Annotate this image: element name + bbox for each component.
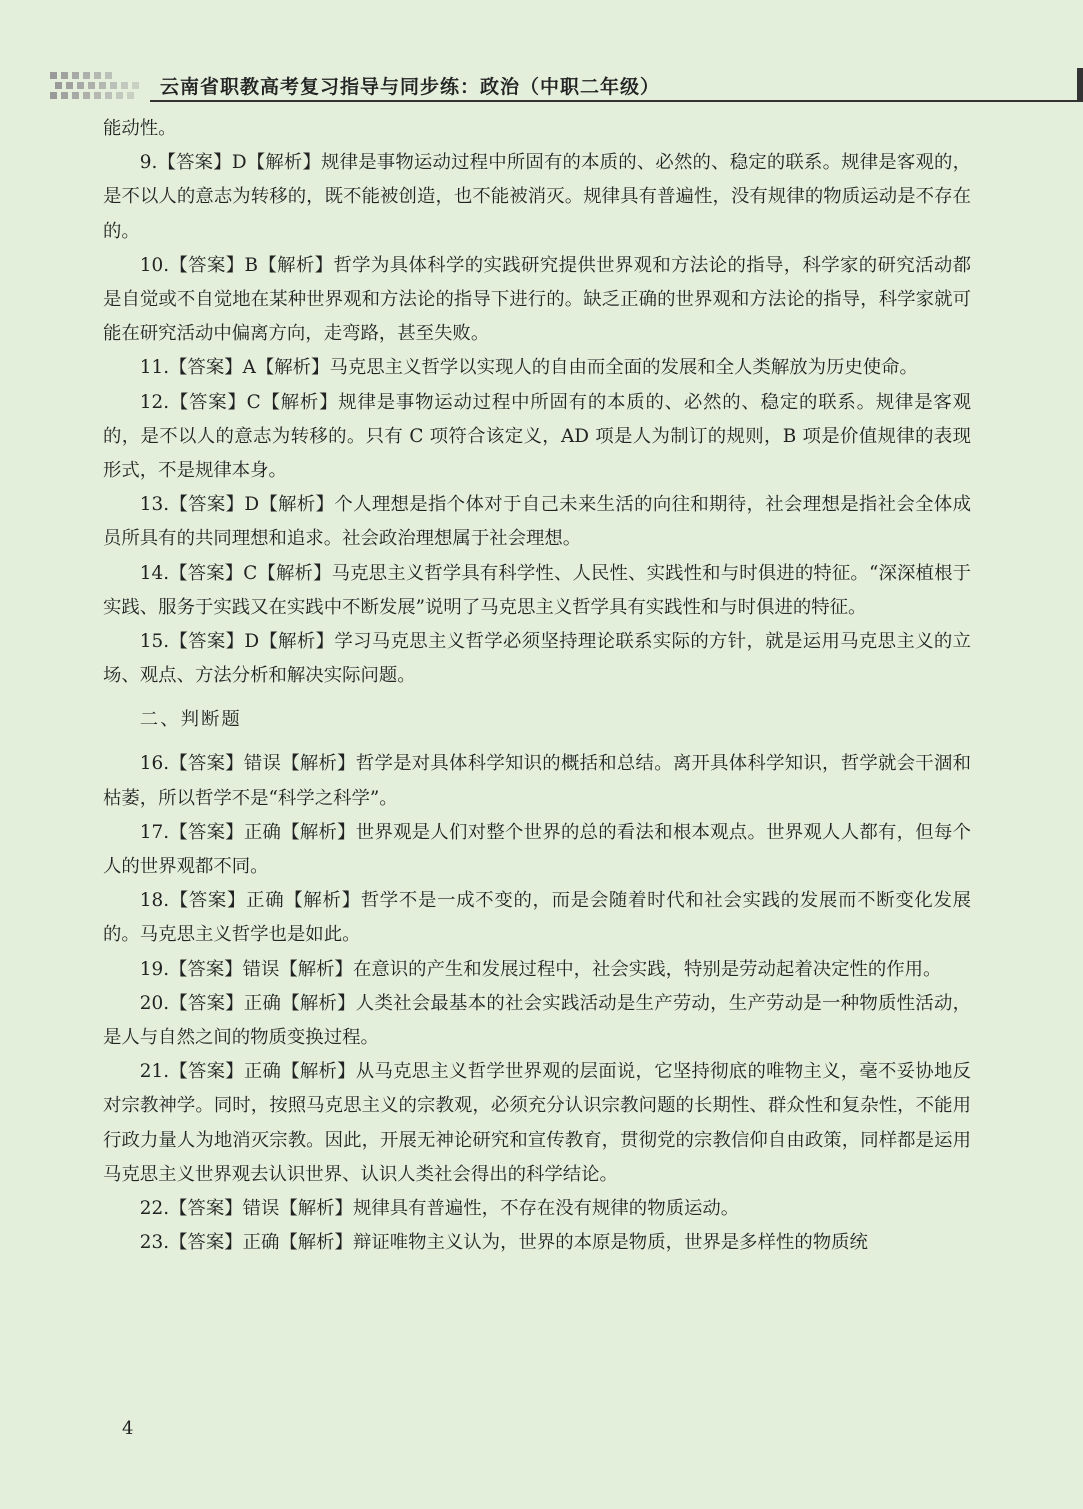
- answer-15: 15.【答案】D【解析】学习马克思主义哲学必须坚持理论联系实际的方针，就是运用马克思主义的立场、观点、方法分析和解决实际问题。: [103, 631, 971, 687]
- header-title: 云南省职教高考复习指导与同步练：政治（中职二年级）: [160, 76, 661, 98]
- answer-17: 17.【答案】正确【解析】世界观是人们对整个世界的总的看法和根本观点。世界观人人都有，但每个人的世界观都不同。: [103, 821, 971, 878]
- header-dot: [94, 92, 101, 99]
- header-dot: [110, 82, 117, 89]
- header-dot: [72, 72, 79, 79]
- answer-12: 12.【答案】C【解析】规律是事物运动过程中所固有的本质的、必然的、稳定的联系。规律是客观的，是不以人的意志为转移的。只有 C 项符合该定义，AD 项是人为制订的规则，B 项是价值规律的表现形式，不是规律本身。: [103, 391, 971, 482]
- answer-14: 14.【答案】C【解析】马克思主义哲学具有科学性、人民性、实践性和与时俱进的特征。“深深植根于实践、服务于实践又在实践中不断发展”说明了马克思主义哲学具有实践性和与时俱进的特征。: [103, 562, 971, 618]
- header-dot: [105, 72, 112, 79]
- answer-23: 23.【答案】正确【解析】辩证唯物主义认为，世界的本原是物质，世界是多样性的物质统: [139, 1232, 868, 1254]
- section-heading: 二、判断题: [139, 709, 242, 731]
- header-dot: [66, 82, 73, 89]
- header-rule: [150, 100, 1083, 102]
- answer-19: 19.【答案】错误【解析】在意识的产生和发展过程中，社会实践，特别是劳动起着决定性的作用。: [139, 958, 942, 980]
- header-dot: [105, 92, 112, 99]
- answer-20: 20.【答案】正确【解析】人类社会最基本的社会实践活动是生产劳动，生产劳动是一种物质性活动，是人与自然之间的物质变换过程。: [103, 992, 971, 1049]
- page-number: 4: [122, 1418, 134, 1439]
- header-dot: [121, 82, 128, 89]
- header-dot: [83, 72, 90, 79]
- answer-10: 10.【答案】B【解析】哲学为具体科学的实践研究提供世界观和方法论的指导，科学家的研究活动都是自觉或不自觉地在某种世界观和方法论的指导下进行的。缺乏正确的世界观和方法论的指导，科学家就可能在研究活动中偏离方向，走弯路，甚至失败。: [103, 254, 971, 345]
- answer-13: 13.【答案】D【解析】个人理想是指个体对于自己未来生活的向往和期待，社会理想是指社会全体成员所具有的共同理想和追求。社会政治理想属于社会理想。: [103, 494, 971, 550]
- header-dot: [77, 82, 84, 89]
- header-edge-bar: [1077, 68, 1083, 102]
- answer-22: 22.【答案】错误【解析】规律具有普遍性，不存在没有规律的物质运动。: [139, 1198, 740, 1220]
- header-dot: [132, 82, 139, 89]
- header-dot: [83, 92, 90, 99]
- answer-16: 16.【答案】错误【解析】哲学是对具体科学知识的概括和总结。离开具体科学知识，哲学就会干涸和枯萎，所以哲学不是“科学之科学”。: [103, 753, 971, 809]
- header-dot: [50, 72, 57, 79]
- answer-9: 9.【答案】D【解析】规律是事物运动过程中所固有的本质的、必然的、稳定的联系。规律是客观的，是不以人的意志为转移的，既不能被创造，也不能被消灭。规律具有普遍性，没有规律的物质运动是不存在的。: [103, 152, 971, 242]
- header-dot: [94, 72, 101, 79]
- header-dot: [55, 82, 62, 89]
- answer-18: 18.【答案】正确【解析】哲学不是一成不变的，而是会随着时代和社会实践的发展而不断变化发展的。马克思主义哲学也是如此。: [103, 890, 971, 946]
- header-dot: [88, 82, 95, 89]
- header-dot-pattern: [50, 68, 150, 102]
- answer-21: 21.【答案】正确【解析】从马克思主义哲学世界观的层面说，它坚持彻底的唯物主义，毫不妥协地反对宗教神学。同时，按照马克思主义的宗教观，必须充分认识宗教问题的长期性、群众性和复杂性，不能用行政力量人为地消灭宗教。因此，开展无神论研究和宣传教育，贯彻党的宗教信仰自由政策，同样都是运用马克思主义世界观去认识世界、认识人类社会得出的科学结论。: [103, 1061, 971, 1185]
- header-dot: [50, 92, 57, 99]
- header-dot: [127, 92, 134, 99]
- header-dot: [61, 92, 68, 99]
- page-body: [103, 112, 971, 1261]
- header-dot: [61, 72, 68, 79]
- answer-11: 11.【答案】A【解析】马克思主义哲学以实现人的自由而全面的发展和全人类解放为历史使命。: [139, 357, 918, 379]
- header-dot: [72, 92, 79, 99]
- header-dot: [99, 82, 106, 89]
- intro-continuation: 能动性。: [103, 118, 177, 139]
- page-header: [0, 60, 1083, 102]
- header-dot: [116, 92, 123, 99]
